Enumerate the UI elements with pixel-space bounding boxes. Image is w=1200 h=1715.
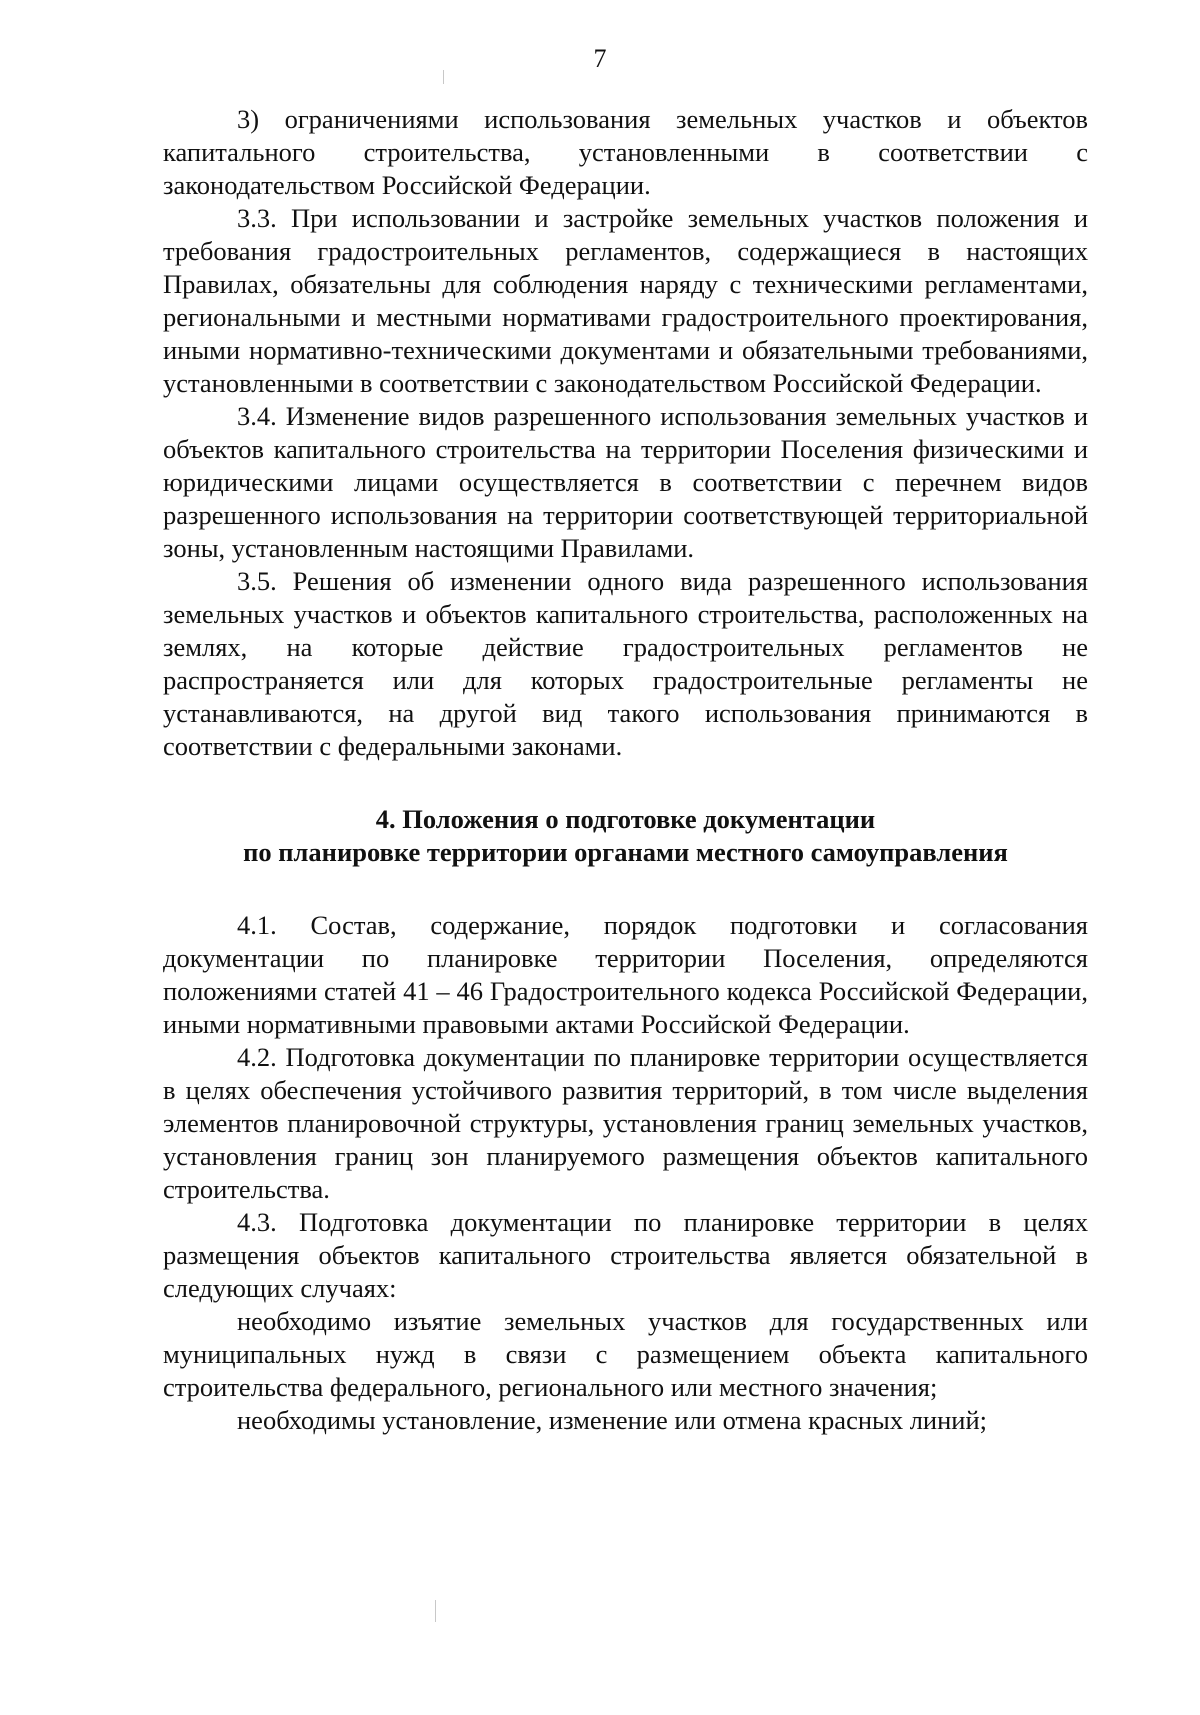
- section-4-heading: [163, 803, 1088, 869]
- scan-artifact-bottom: [435, 1600, 436, 1622]
- page-number: 7: [593, 44, 607, 73]
- paragraph-3-4: 3.4. Изменение видов разрешенного использования земельных участков и объектов капитального строительства на территории Поселения физическими и юридическими лицами осуществляется в соответствии с перечнем видов разрешенного использования на территории соответствующей территориальной зоны, установленным настоящими Правилами.: [163, 401, 1088, 563]
- paragraph-4-3: 4.3. Подготовка документации по планировке территории в целях размещения объектов капитального строительства является обязательной в следующих случаях:: [163, 1207, 1088, 1303]
- paragraph-4-2: 4.2. Подготовка документации по планировке территории осуществляется в целях обеспечения устойчивого развития территорий, в том числе выделения элементов планировочной структуры, установления границ земельных участков, установления границ зон планируемого размещения объектов капитального строительства.: [163, 1042, 1088, 1204]
- paragraph-4-1: 4.1. Состав, содержание, порядок подготовки и согласования документации по планировке территории Поселения, определяются положениями статей 41 – 46 Градостроительного кодекса Российской Федерации, иными нормативными правовыми актами Российской Федерации.: [163, 910, 1088, 1039]
- section-4-heading-line-1: 4. Положения о подготовке документации: [375, 804, 876, 834]
- paragraph-3-5: 3.5. Решения об изменении одного вида разрешенного использования земельных участков и объектов капитального строительства, расположенных на землях, на которые действие градостроительных регламентов не распространяется или для которых градостроительные регламенты не устанавливаются, на другой вид такого использования принимаются в соответствии с федеральными законами.: [163, 566, 1088, 761]
- paragraph-3-item-3: 3) ограничениями использования земельных участков и объектов капитального строительства, установленными в соответствии с законодательством Российской Федерации.: [163, 104, 1088, 200]
- paragraph-3-3: 3.3. При использовании и застройке земельных участков положения и требования градостроительных регламентов, содержащиеся в настоящих Правилах, обязательны для соблюдения наряду с техническими регламентами, региональными и местными нормативами градостроительного проектирования, иными нормативно-техническими документами и обязательными требованиями, установленными в соответствии с законодательством Российской Федерации.: [163, 203, 1088, 398]
- section-4-heading-line-2: по планировке территории органами местного самоуправления: [243, 837, 1008, 867]
- scan-artifact-top: [443, 70, 444, 84]
- document-body: [163, 103, 1088, 1437]
- paragraph-4-3-case-1: необходимо изъятие земельных участков для государственных или муниципальных нужд в связи с размещением объекта капитального строительства федерального, регионального или местного значения;: [163, 1306, 1088, 1402]
- paragraph-4-3-case-2: необходимы установление, изменение или отмена красных линий;: [237, 1405, 988, 1435]
